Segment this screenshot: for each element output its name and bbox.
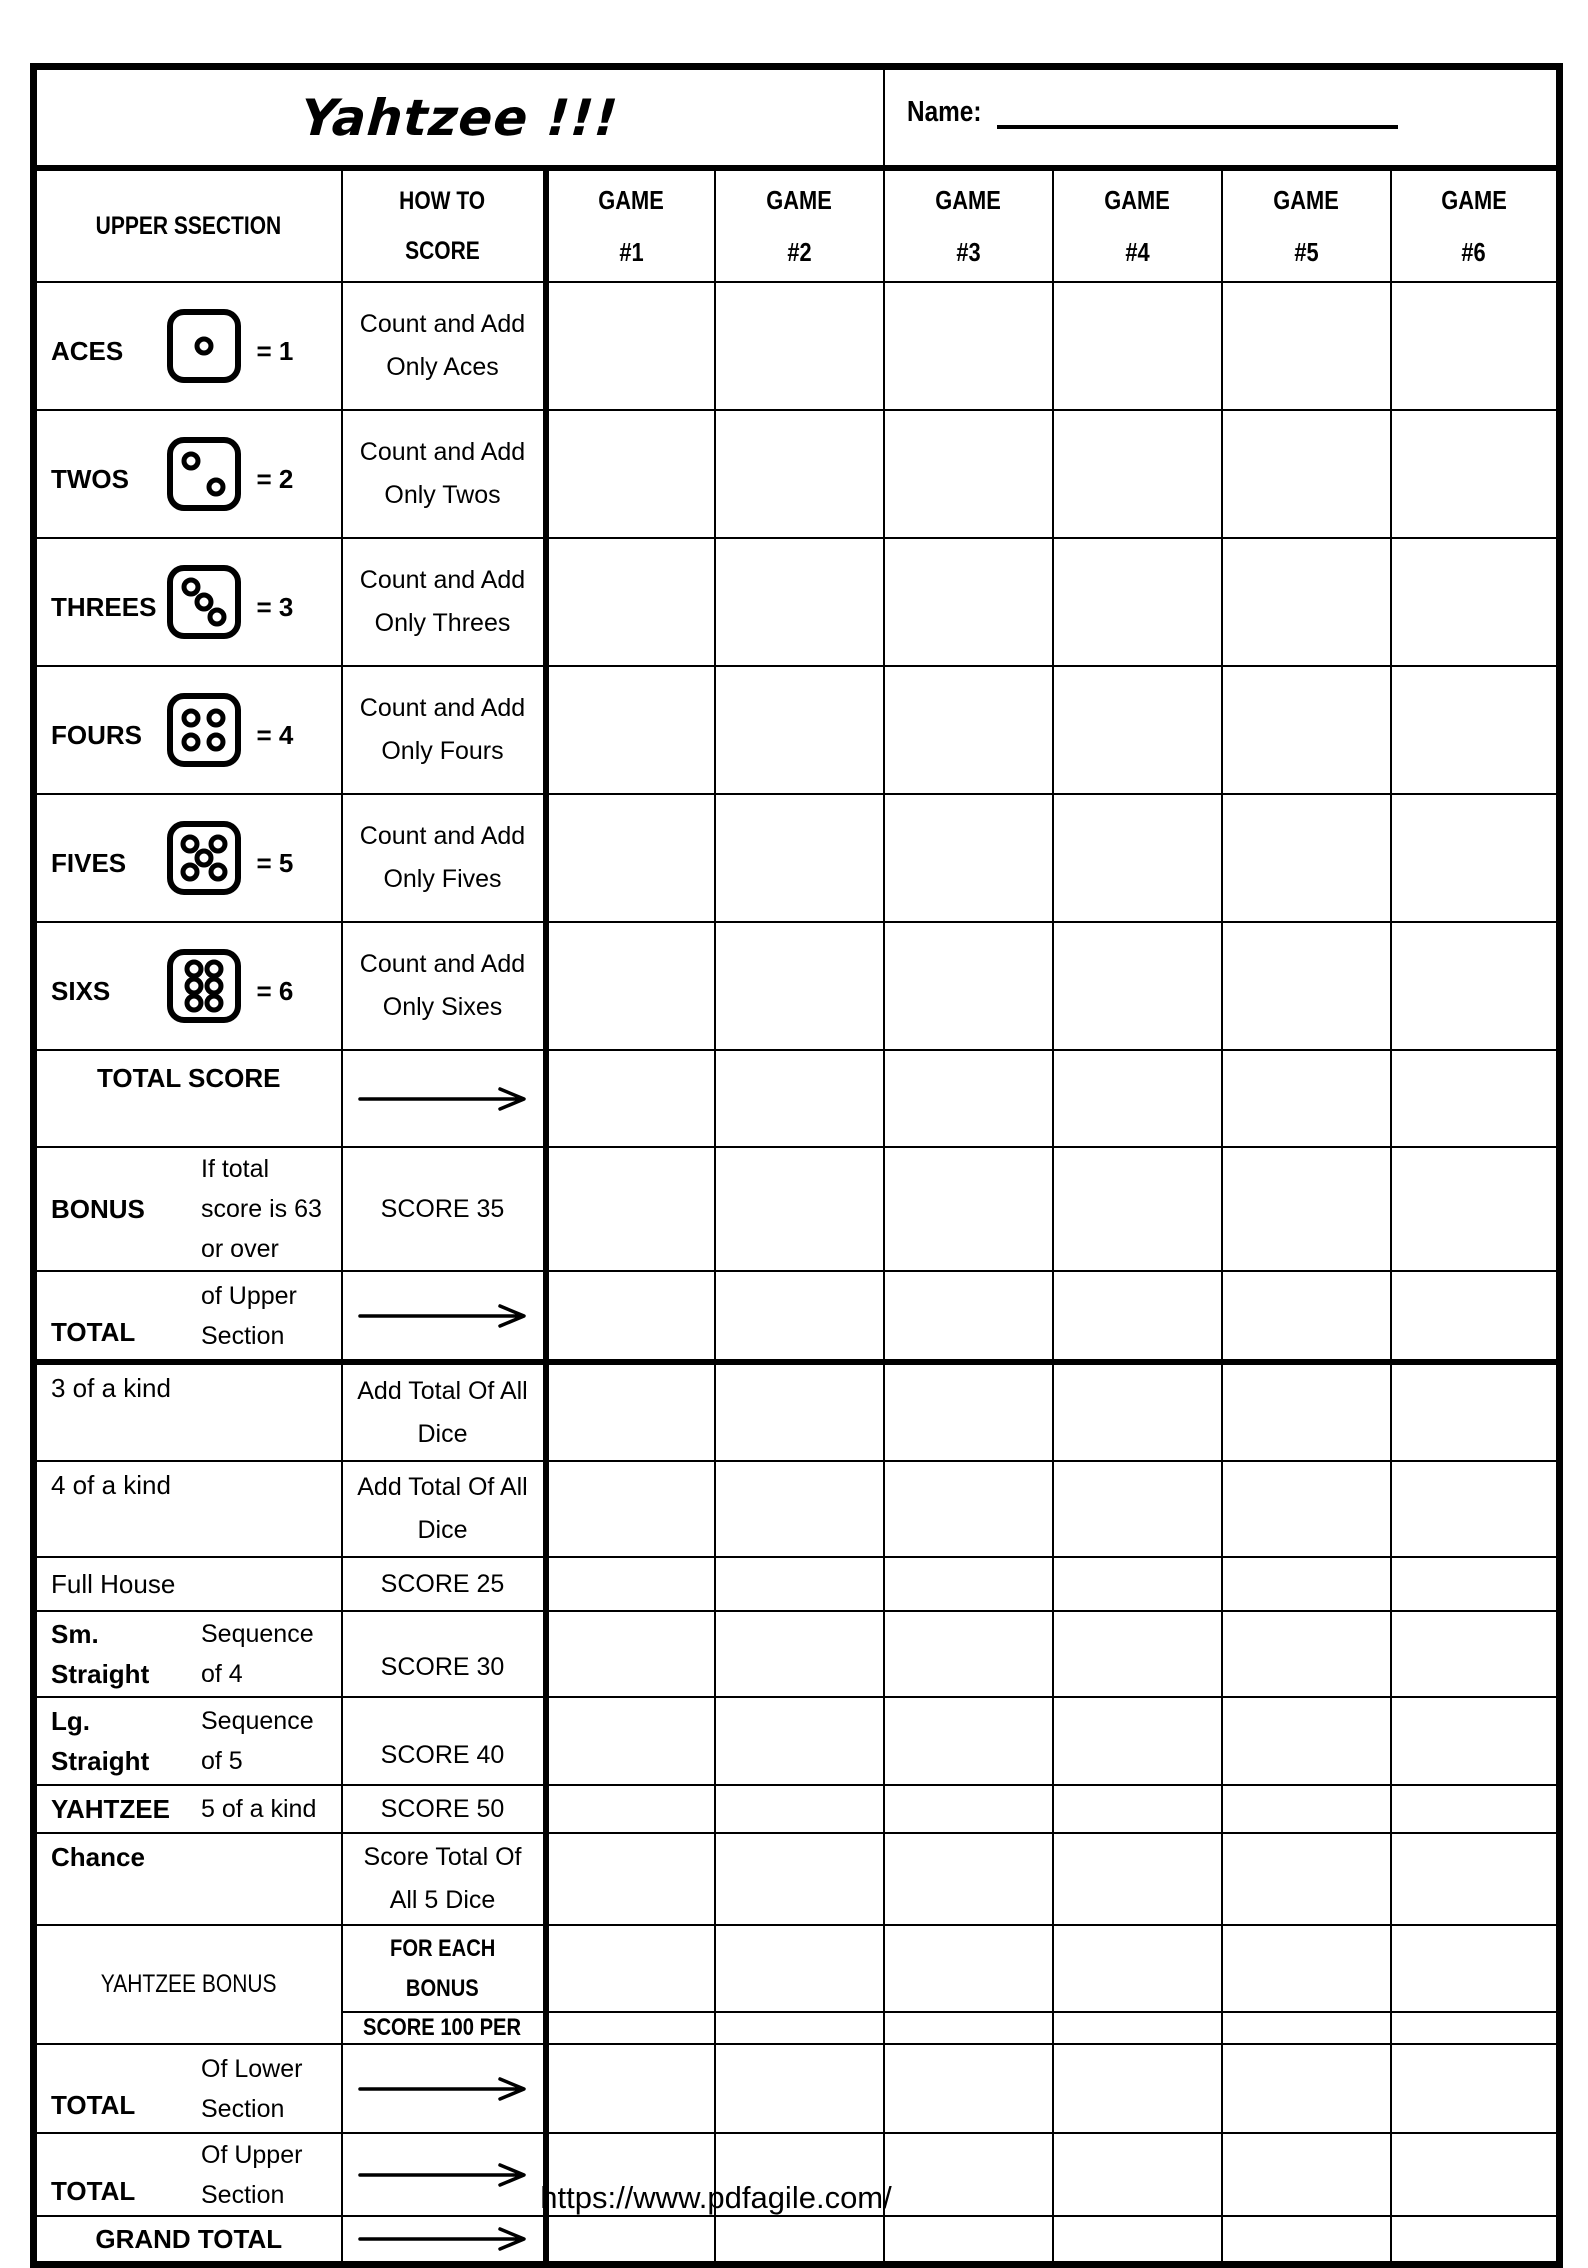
score-cell[interactable] [1222,1697,1391,1785]
upper-section-header: UPPER SSECTION [34,168,342,282]
score-cell[interactable] [715,2012,884,2044]
score-cell[interactable] [715,1833,884,1925]
score-cell[interactable] [884,2216,1053,2265]
score-cell[interactable] [884,1461,1053,1557]
score-cell[interactable] [1222,2044,1391,2133]
footer-link[interactable]: https://www.pdfagile.com/ [540,2180,892,2215]
score-cell[interactable] [884,1147,1053,1271]
score-cell[interactable] [715,1785,884,1833]
score-cell[interactable] [1053,794,1222,922]
how-to-bonus: SCORE 35 [342,1147,546,1271]
score-cell[interactable] [715,922,884,1050]
score-cell[interactable] [1391,1147,1560,1271]
how-to-total-lower [342,2044,546,2133]
score-cell[interactable] [1222,1611,1391,1697]
score-cell[interactable] [884,538,1053,666]
row-label-yahtzee-bonus: YAHTZEE BONUS [34,1925,342,2044]
how-to-full-house: SCORE 25 [342,1557,546,1611]
score-cell[interactable] [1222,1147,1391,1271]
how-to-grand-total [342,2216,546,2265]
score-cell[interactable] [884,2044,1053,2133]
score-cell[interactable] [715,1611,884,1697]
score-cell[interactable] [1222,282,1391,410]
row-label-sm-straight: Sm. Straight Sequence of 4 [34,1611,342,1697]
how-to-yahtzee-bonus: FOR EACH BONUS [342,1925,546,2012]
score-cell[interactable] [1053,282,1222,410]
score-cell[interactable] [1391,1271,1560,1362]
score-cell[interactable] [884,2012,1053,2044]
score-cell[interactable] [546,2012,715,2044]
score-cell[interactable] [884,1611,1053,1697]
score-cell[interactable] [546,1050,715,1147]
row-label-total-score: TOTAL SCORE [34,1050,342,1147]
how-to-total-upper [342,1271,546,1362]
score-cell[interactable] [1391,1833,1560,1925]
score-cell[interactable] [1222,538,1391,666]
score-cell[interactable] [1053,538,1222,666]
row-label-fours: FOURS = 4 [34,666,342,794]
score-cell[interactable] [1222,1785,1391,1833]
how-to-sm-straight: SCORE 30 [342,1611,546,1697]
score-cell[interactable] [1391,1697,1560,1785]
score-cell[interactable] [1053,666,1222,794]
score-cell[interactable] [546,1611,715,1697]
score-cell[interactable] [546,1461,715,1557]
score-cell[interactable] [884,1050,1053,1147]
name-underline-field[interactable] [997,91,1398,129]
right-arrow-icon [354,2075,532,2103]
score-cell[interactable] [715,2044,884,2133]
right-arrow-icon [354,1085,532,1113]
how-to-twos: Count and Add Only Twos [342,410,546,538]
row-label-fives: FIVES = 5 [34,794,342,922]
score-cell[interactable] [1222,1925,1391,2012]
how-to-total-score [342,1050,546,1147]
die-2-icon [167,437,241,511]
score-cell[interactable] [546,1271,715,1362]
score-cell[interactable] [546,2216,715,2265]
score-cell[interactable] [715,1147,884,1271]
footer [30,2180,1558,2216]
score-cell[interactable] [1391,1362,1560,1461]
row-label-lg-straight: Lg. Straight Sequence of 5 [34,1697,342,1785]
row-label-aces: ACES = 1 [34,282,342,410]
score-cell[interactable] [715,2216,884,2265]
score-cell[interactable] [1391,2216,1560,2265]
row-label-threes: THREES = 3 [34,538,342,666]
score-cell[interactable] [1053,1697,1222,1785]
row-label-3-of-a-kind: 3 of a kind [34,1362,342,1461]
score-cell[interactable] [1222,2216,1391,2265]
score-cell[interactable] [546,1362,715,1461]
score-cell[interactable] [546,1785,715,1833]
how-to-score-header: HOW TO SCORE [342,168,546,282]
score-cell[interactable] [1053,1362,1222,1461]
score-cell[interactable] [1222,1557,1391,1611]
die-3-icon [167,565,241,639]
score-cell[interactable] [546,666,715,794]
score-cell[interactable] [1391,410,1560,538]
row-label-bonus: BONUS If total score is 63 or over [34,1147,342,1271]
die-1-icon [167,309,241,383]
die-6-icon [167,949,241,1023]
score-cell[interactable] [1222,922,1391,1050]
score-cell[interactable] [1391,1050,1560,1147]
score-cell[interactable] [1053,2216,1222,2265]
how-to-fours: Count and Add Only Fours [342,666,546,794]
score-cell[interactable] [884,1925,1053,2012]
score-cell[interactable] [715,1461,884,1557]
score-cell[interactable] [1391,1611,1560,1697]
score-cell[interactable] [715,666,884,794]
how-to-chance: Score Total Of All 5 Dice [342,1833,546,1925]
score-cell[interactable] [546,922,715,1050]
game-3-header: GAME #3 [884,168,1053,282]
game-4-header: GAME #4 [1053,168,1222,282]
die-4-icon [167,693,241,767]
score-cell[interactable] [1222,1362,1391,1461]
score-cell[interactable] [884,410,1053,538]
score-cell[interactable] [1053,1050,1222,1147]
score-cell[interactable] [715,410,884,538]
score-cell[interactable] [1391,922,1560,1050]
score-cell[interactable] [546,282,715,410]
score-cell[interactable] [546,1557,715,1611]
score-sheet [30,63,1563,2268]
score-cell[interactable] [1222,1050,1391,1147]
score-cell[interactable] [1391,794,1560,922]
score-cell[interactable] [715,282,884,410]
score-cell[interactable] [715,1271,884,1362]
score-cell[interactable] [1391,1785,1560,1833]
score-cell[interactable] [546,1925,715,2012]
row-label-total-lower: TOTAL Of Lower Section [34,2044,342,2133]
how-to-4-of-a-kind: Add Total Of All Dice [342,1461,546,1557]
row-label-full-house: Full House [34,1557,342,1611]
game-2-header: GAME #2 [715,168,884,282]
score-cell[interactable] [884,1697,1053,1785]
how-to-lg-straight: SCORE 40 [342,1697,546,1785]
row-label-chance: Chance [34,1833,342,1925]
score-cell[interactable] [715,1557,884,1611]
score-cell[interactable] [546,538,715,666]
score-cell[interactable] [1391,1925,1560,2012]
game-6-header: GAME #6 [1391,168,1560,282]
score-cell[interactable] [884,282,1053,410]
score-cell[interactable] [715,1362,884,1461]
score-cell[interactable] [1391,2012,1560,2044]
score-cell[interactable] [546,410,715,538]
score-cell[interactable] [884,922,1053,1050]
score-cell[interactable] [1391,1557,1560,1611]
score-cell[interactable] [1222,794,1391,922]
score-cell[interactable] [1053,1461,1222,1557]
score-cell[interactable] [884,666,1053,794]
score-cell[interactable] [546,1697,715,1785]
score-cell[interactable] [715,794,884,922]
row-label-total-upper-2: TOTAL Of Upper Section [34,2133,342,2216]
score-cell[interactable] [884,1785,1053,1833]
score-cell[interactable] [1391,282,1560,410]
score-cell[interactable] [1053,1147,1222,1271]
how-to-sixs: Count and Add Only Sixes [342,922,546,1050]
score-cell[interactable] [715,1050,884,1147]
how-to-yahtzee: SCORE 50 [342,1785,546,1833]
game-5-header: GAME #5 [1222,168,1391,282]
yahtzee-table [30,63,1563,2268]
page-title: Yahtzee !!! [299,88,621,147]
score-cell[interactable] [1391,666,1560,794]
score-cell[interactable] [884,794,1053,922]
score-cell[interactable] [1391,1461,1560,1557]
score-cell[interactable] [1053,410,1222,538]
row-label-total-upper: TOTAL of Upper Section [34,1271,342,1362]
row-label-grand-total: GRAND TOTAL [34,2216,342,2265]
row-label-4-of-a-kind: 4 of a kind [34,1461,342,1557]
how-to-threes: Count and Add Only Threes [342,538,546,666]
score-cell[interactable] [1222,410,1391,538]
score-cell[interactable] [1222,1461,1391,1557]
score-cell[interactable] [1222,1833,1391,1925]
how-to-fives: Count and Add Only Fives [342,794,546,922]
row-label-twos: TWOS = 2 [34,410,342,538]
score-cell[interactable] [1222,2012,1391,2044]
die-5-icon [167,821,241,895]
score-cell[interactable] [546,1833,715,1925]
score-cell[interactable] [1053,922,1222,1050]
score-cell[interactable] [884,1362,1053,1461]
game-1-header: GAME #1 [546,168,715,282]
score-cell[interactable] [1053,1785,1222,1833]
score-cell[interactable] [1053,2012,1222,2044]
name-cell [884,67,1560,169]
score-cell[interactable] [884,1833,1053,1925]
score-cell[interactable] [546,1147,715,1271]
how-to-yahtzee-bonus-per: SCORE 100 PER [342,2012,546,2044]
score-cell[interactable] [1222,666,1391,794]
right-arrow-icon [354,2225,532,2253]
right-arrow-icon [354,1302,532,1330]
score-cell[interactable] [1053,2044,1222,2133]
score-cell[interactable] [546,2044,715,2133]
score-cell[interactable] [715,538,884,666]
score-cell[interactable] [1391,2044,1560,2133]
score-cell[interactable] [884,1271,1053,1362]
score-cell[interactable] [1053,1833,1222,1925]
score-cell[interactable] [715,1925,884,2012]
row-label-yahtzee: YAHTZEE 5 of a kind [34,1785,342,1833]
score-cell[interactable] [1053,1925,1222,2012]
score-cell[interactable] [1222,1271,1391,1362]
title-cell [34,67,884,169]
score-cell[interactable] [1391,538,1560,666]
how-to-aces: Count and Add Only Aces [342,282,546,410]
score-cell[interactable] [715,1697,884,1785]
score-cell[interactable] [1053,1611,1222,1697]
name-label: Name: [906,95,981,128]
how-to-3-of-a-kind: Add Total Of All Dice [342,1362,546,1461]
score-cell[interactable] [1053,1557,1222,1611]
score-cell[interactable] [546,794,715,922]
score-cell[interactable] [884,1557,1053,1611]
score-cell[interactable] [1053,1271,1222,1362]
row-label-sixs: SIXS = 6 [34,922,342,1050]
